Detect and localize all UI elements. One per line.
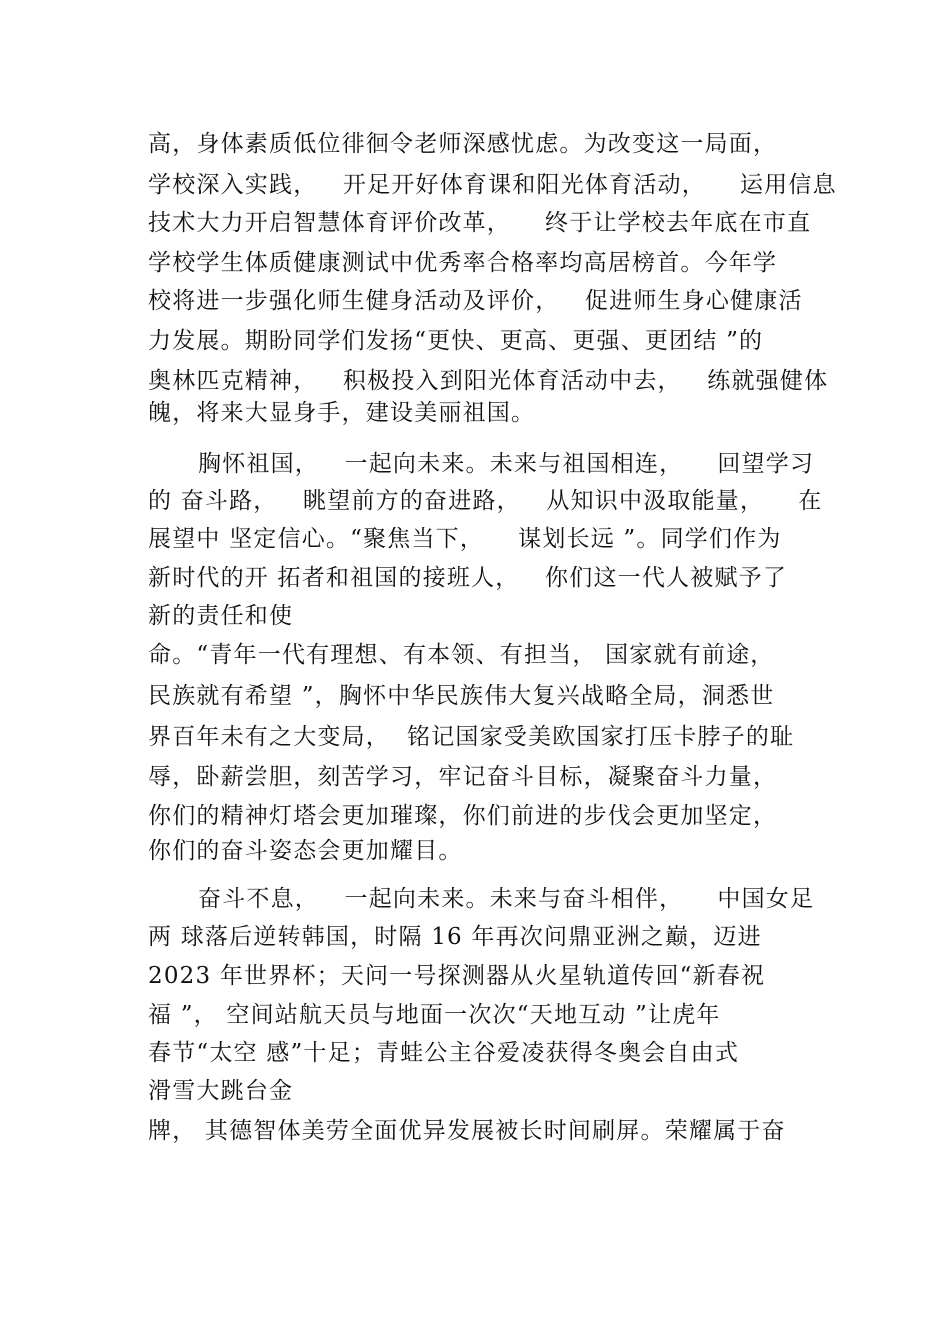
text-line: 新时代的开 拓者和祖国的接班人， 你们这一代人被赋予了 — [148, 565, 788, 591]
text-line: 魄，将来大显身手，建设美丽祖国。 — [148, 400, 536, 426]
text-line: 学校深入实践， 开足开好体育课和阳光体育活动， 运用信息 — [148, 172, 837, 198]
text-line: 民族就有希望 ”，胸怀中华民族伟大复兴战略全局，洞悉世 — [148, 683, 775, 709]
text-line: 滑雪大跳台金 — [148, 1078, 294, 1104]
text-line: 奥林匹克精神， 积极投入到阳光体育活动中去， 练就强健体 — [148, 368, 829, 394]
text-line: 两 球落后逆转韩国，时隔 16 年再次问鼎亚洲之巅，迈进 — [148, 924, 762, 950]
text-line: 牌， 其德智体美劳全面优异发展被长时间刷屏。荣耀属于奋 — [148, 1118, 786, 1144]
text-line: 技术大力开启智慧体育评价改革， 终于让学校去年底在市直 — [148, 210, 812, 236]
text-line: 你们的奋斗姿态会更加耀目。 — [148, 838, 463, 864]
text-line: 高，身体素质低位徘徊令老师深感忧虑。为改变这一局面， — [148, 131, 778, 157]
text-line: 力发展。期盼同学们发扬“更快、更高、更强、更团结 ”的 — [148, 328, 764, 354]
text-line: 命。“青年一代有理想、有本领、有担当， 国家就有前途， — [148, 642, 775, 668]
text-line: 学校学生体质健康测试中优秀率合格率均高居榜首。今年学 — [148, 250, 778, 276]
text-line: 辱，卧薪尝胆，刻苦学习，牢记奋斗目标，凝聚奋斗力量， — [148, 764, 778, 790]
text-line: 2023 年世界杯；天问一号探测器从火星轨道传回“新春祝 — [148, 963, 766, 989]
paragraph-first-line: 胸怀祖国， 一起向未来。未来与祖国相连， 回望学习 — [198, 451, 815, 477]
text-line: 校将进一步强化师生健身活动及评价， 促进师生身心健康活 — [148, 288, 803, 314]
text-line: 你们的精神灯塔会更加璀璨，你们前进的步伐会更加坚定， — [148, 803, 778, 829]
text-line: 展望中 坚定信心。“聚焦当下， 谋划长远 ”。同学们作为 — [148, 526, 782, 552]
text-line: 新的责任和使 — [148, 603, 294, 629]
paragraph-first-line: 奋斗不息， 一起向未来。未来与奋斗相伴， 中国女足 — [198, 886, 815, 912]
text-line: 福 ”， 空间站航天员与地面一次次“天地互动 ”让虎年 — [148, 1002, 721, 1028]
text-line: 春节“太空 感”十足；青蛙公主谷爱凌获得冬奥会自由式 — [148, 1040, 740, 1066]
text-line: 界百年未有之大变局， 铭记国家受美欧国家打压卡脖子的耻 — [148, 724, 795, 750]
text-line: 的 奋斗路， 眺望前方的奋进路， 从知识中汲取能量， 在 — [148, 488, 823, 514]
